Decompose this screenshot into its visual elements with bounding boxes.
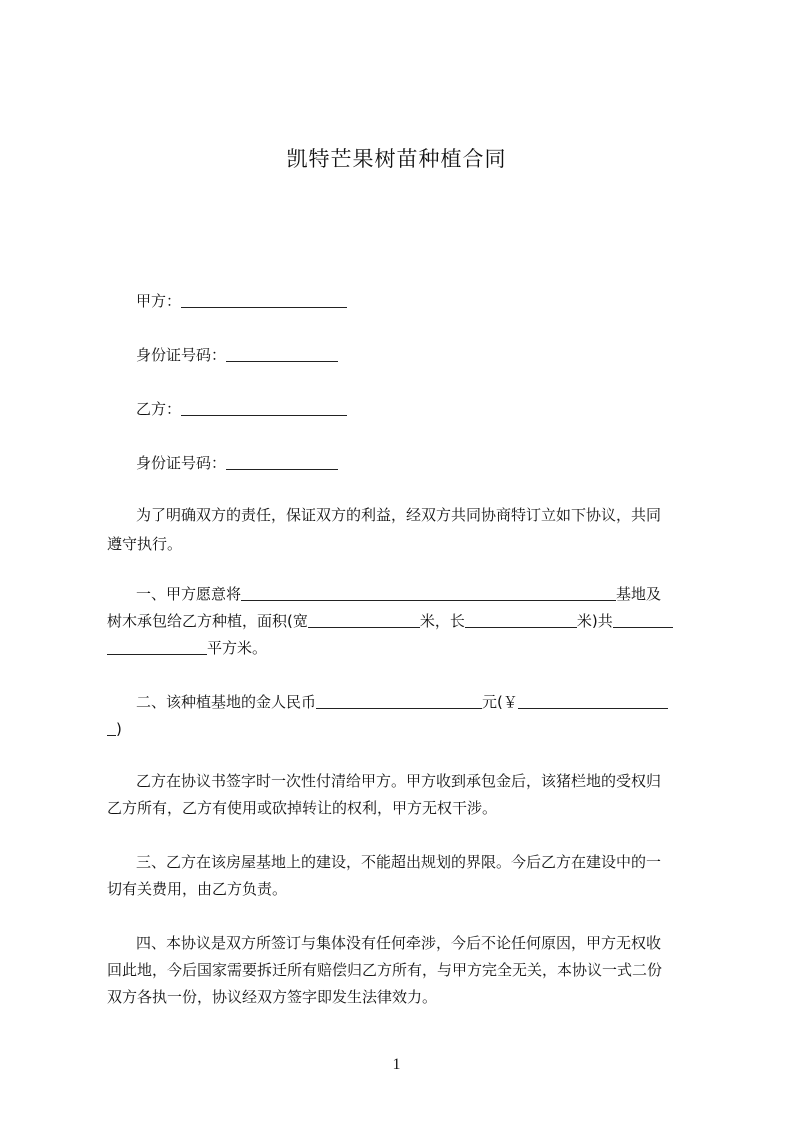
clause-1-suffix: 基地及 xyxy=(616,585,662,603)
clause-1-area-blank xyxy=(107,640,207,655)
party-a-label: 甲方： xyxy=(136,292,182,310)
clause-1-width-blank xyxy=(308,613,420,628)
party-a-id-line xyxy=(107,345,736,365)
clause-1-area-unit: 平方米。 xyxy=(207,639,268,657)
clause-2-prefix: 二、该种植基地的金人民币 xyxy=(136,693,317,711)
clause-2-yuan-label: 元(￥ xyxy=(482,693,518,711)
clause-1-width-label: 树木承包给乙方种植，面积(宽 xyxy=(107,612,308,630)
clause-1-line-2 xyxy=(107,611,707,631)
clause-1-line-3 xyxy=(107,638,707,658)
clause-2-numeric-blank xyxy=(518,694,668,709)
clause-1-length-blank xyxy=(465,613,577,628)
clause-1-length-label: 米，长 xyxy=(419,612,465,630)
clause-4-line-3: 双方各执一份，协议经双方签字即发生法律效力。 xyxy=(107,988,438,1006)
document-title: 凯特芒果树苗种植合同 xyxy=(286,147,507,171)
clause-2-line-2 xyxy=(107,719,707,739)
clause-1-total-blank xyxy=(613,613,673,628)
clause-1-line-1 xyxy=(107,584,736,604)
clause-4-line-2: 回此地，今后国家需要拆迁所有赔偿归乙方所有，与甲方完全无关，本协议一式二份 xyxy=(107,961,663,979)
clause-1-prefix: 一、甲方愿意将 xyxy=(136,585,242,603)
clause-2-amount-blank xyxy=(316,694,482,709)
preamble-line-1: 为了明确双方的责任，保证双方的利益，经双方共同协商特订立如下协议，共同 xyxy=(136,506,662,524)
party-a-id-blank xyxy=(226,347,338,362)
preamble-line-2: 遵守执行。 xyxy=(107,535,183,553)
clause-3-line-1: 三、乙方在该房屋基地上的建设，不能超出规划的界限。今后乙方在建设中的一 xyxy=(136,853,662,871)
party-a-id-label: 身份证号码： xyxy=(136,346,227,364)
party-b-id-line xyxy=(107,453,736,473)
party-a-blank xyxy=(181,293,347,308)
clause-1-total-label: 米)共 xyxy=(576,612,613,630)
clause-3-line-2: 切有关费用，由乙方负责。 xyxy=(107,880,288,898)
payment-line-2: 乙方所有，乙方有使用或砍掉转让的权利，甲方无权干涉。 xyxy=(107,799,498,817)
page-number: 1 xyxy=(392,1056,401,1073)
party-b-label: 乙方： xyxy=(136,400,182,418)
party-b-id-blank xyxy=(226,455,338,470)
clause-4-line-1: 四、本协议是双方所签订与集体没有任何牵涉，今后不论任何原因，甲方无权收 xyxy=(136,934,662,952)
party-a-line xyxy=(107,291,736,311)
payment-line-1: 乙方在协议书签字时一次性付清给甲方。甲方收到承包金后，该猪栏地的受权归 xyxy=(136,772,662,790)
clause-2-tail-blank xyxy=(107,721,116,736)
party-b-line xyxy=(107,399,736,419)
clause-1-base-blank xyxy=(241,586,616,601)
clause-2-line-1 xyxy=(107,692,736,712)
clause-2-close-paren: ) xyxy=(116,720,122,738)
party-b-blank xyxy=(181,401,347,416)
party-b-id-label: 身份证号码： xyxy=(136,454,227,472)
